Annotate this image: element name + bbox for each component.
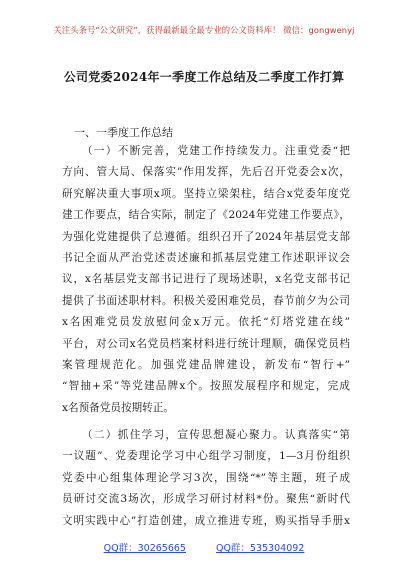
paragraph-line: 研究解决重大事项x项。坚持立梁架柱，结合x党委年度党 bbox=[62, 187, 350, 200]
paragraph-line: 文明实践中心”打造创建，成立推进专班，购买指导手册x bbox=[62, 514, 350, 527]
paragraph-line: （二）抓住学习，宣传思想凝心聚力。认真落实“第 bbox=[82, 429, 350, 441]
top-banner: 关注头条号“公文研究”，获得最新最全最专业的公文资料库！ 微信：gongwenyj bbox=[53, 25, 355, 35]
document-title: 公司党委2024年一季度工作总结及二季度工作打算 bbox=[63, 70, 345, 84]
paragraph-line: x名预备党员按期转正。 bbox=[62, 401, 174, 414]
paragraph-line: “智抽+采”等党建品牌x个。按照发展程序和规定，完成 bbox=[62, 380, 350, 393]
footer-contacts bbox=[0, 540, 408, 554]
paragraph-line: 书记全面从严治党述责述廉和抓基层党建工作述职评议会 bbox=[62, 251, 350, 264]
paragraph-line: 员研讨交流3场次，形成学习研讨材料*份。聚焦“新时代 bbox=[62, 493, 350, 506]
paragraph-study-publicity bbox=[62, 425, 350, 532]
paragraph-line: 平台，对公司x名党员档案材料进行统计理顺，确保党员档 bbox=[62, 337, 350, 350]
paragraph-line: 案管理规范化。加强党建品牌建设，新发布“智行+” bbox=[62, 358, 350, 371]
paragraph-line: 议，x名基层党支部书记进行了现场述职，x名党支部书记 bbox=[62, 273, 350, 286]
paragraph-line: 提供了书面述职材料。积极关爱困难党员，春节前夕为公司 bbox=[62, 294, 350, 307]
paragraph-party-building bbox=[62, 141, 350, 419]
paragraph-line: 方向、管大局、保落实”作用发挥，先后召开党委会x次， bbox=[62, 166, 350, 179]
section-heading: 一、一季度工作总结 bbox=[74, 126, 173, 139]
qq-group-link-1[interactable]: QQ群：30265665 bbox=[103, 543, 186, 554]
paragraph-line: 一议题”、党委理论学习中心组学习制度，1—3月份组织 bbox=[62, 450, 350, 463]
paragraph-line: 党委中心组集体理论学习3次，围绕“*”等主题，班子成 bbox=[62, 471, 350, 484]
qq-group-link-2[interactable]: QQ群：535304092 bbox=[215, 543, 305, 554]
paragraph-line: （一）不断完善，党建工作持续发力。注重党委“把 bbox=[82, 145, 350, 157]
paragraph-line: 为强化党建提供了总遵循。组织召开了2024年基层党支部 bbox=[62, 230, 350, 243]
paragraph-line: x名困难党员发放慰问金x万元。依托“灯塔党建在线” bbox=[62, 316, 350, 329]
paragraph-line: 建工作要点，结合实际，制定了《2024年党建工作要点》， bbox=[62, 209, 350, 222]
